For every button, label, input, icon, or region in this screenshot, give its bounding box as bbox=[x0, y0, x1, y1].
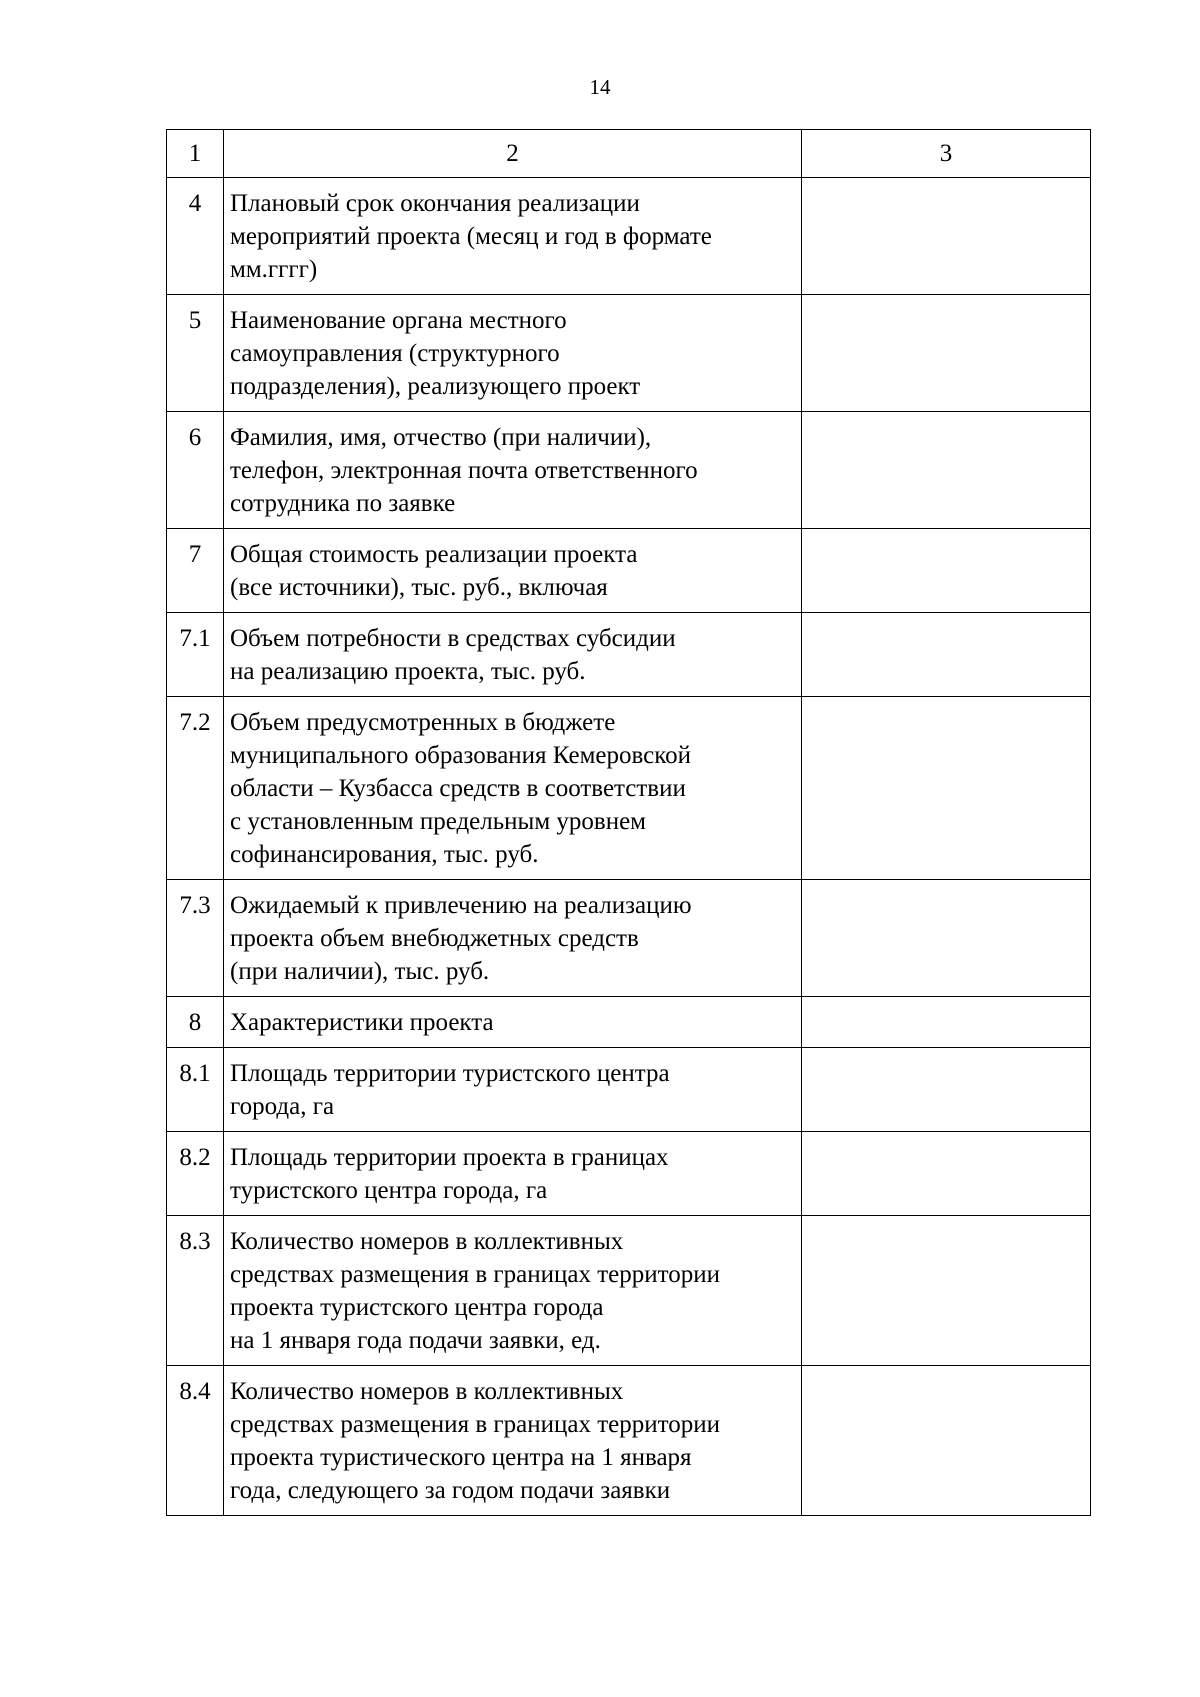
row-description-line: телефон, электронная почта ответственного bbox=[230, 457, 698, 484]
row-number: 7.2 bbox=[167, 697, 224, 880]
row-description bbox=[224, 613, 802, 697]
table-row bbox=[167, 997, 1091, 1048]
row-description-line: проекта туристического центра на 1 января bbox=[230, 1444, 692, 1471]
row-description-line: Фамилия, имя, отчество (при наличии), bbox=[230, 424, 652, 451]
row-description bbox=[224, 412, 802, 529]
row-number: 8.2 bbox=[167, 1132, 224, 1216]
row-description bbox=[224, 529, 802, 613]
row-description-line: Ожидаемый к привлечению на реализацию bbox=[230, 892, 692, 919]
table-header-row bbox=[167, 130, 1091, 178]
row-number: 5 bbox=[167, 295, 224, 412]
row-description-line: мм.гггг) bbox=[230, 256, 318, 283]
row-description-line: туристского центра города, га bbox=[230, 1177, 548, 1204]
row-description-line: на 1 января года подачи заявки, ед. bbox=[230, 1327, 601, 1354]
row-value-cell[interactable] bbox=[802, 880, 1091, 997]
row-description-line: мероприятий проекта (месяц и год в формате bbox=[230, 223, 712, 250]
row-value-cell[interactable] bbox=[802, 412, 1091, 529]
table-row bbox=[167, 613, 1091, 697]
row-value-cell[interactable] bbox=[802, 1048, 1091, 1132]
row-description-line: Общая стоимость реализации проекта bbox=[230, 541, 638, 568]
row-value-cell[interactable] bbox=[802, 295, 1091, 412]
row-description-line: средствах размещения в границах территории bbox=[230, 1411, 720, 1438]
row-description-line: года, следующего за годом подачи заявки bbox=[230, 1477, 671, 1504]
row-description-line: Объем потребности в средствах субсидии bbox=[230, 625, 676, 652]
row-description-line: с установленным предельным уровнем bbox=[230, 808, 647, 835]
row-description-line: Площадь территории туристского центра bbox=[230, 1060, 670, 1087]
application-form-table bbox=[166, 129, 1091, 1516]
row-description bbox=[224, 1216, 802, 1366]
table-row bbox=[167, 1132, 1091, 1216]
row-number: 4 bbox=[167, 178, 224, 295]
table-row bbox=[167, 1366, 1091, 1516]
row-description-line: на реализацию проекта, тыс. руб. bbox=[230, 658, 586, 685]
row-description-line: муниципального образования Кемеровской bbox=[230, 742, 692, 769]
row-description-line: проекта туристского центра города bbox=[230, 1294, 604, 1321]
table-row bbox=[167, 880, 1091, 997]
column-header-description: 2 bbox=[224, 130, 802, 178]
row-number: 8 bbox=[167, 997, 224, 1048]
row-description-line: подразделения), реализующего проект bbox=[230, 373, 641, 400]
row-description-line: города, га bbox=[230, 1093, 335, 1120]
row-value-cell[interactable] bbox=[802, 697, 1091, 880]
row-description bbox=[224, 880, 802, 997]
row-number: 8.4 bbox=[167, 1366, 224, 1516]
row-description-line: Плановый срок окончания реализации bbox=[230, 190, 640, 217]
row-value-cell[interactable] bbox=[802, 1132, 1091, 1216]
row-description bbox=[224, 997, 802, 1048]
row-description bbox=[224, 697, 802, 880]
row-description-line: сотрудника по заявке bbox=[230, 490, 456, 517]
row-description bbox=[224, 295, 802, 412]
row-description-line: Площадь территории проекта в границах bbox=[230, 1144, 669, 1171]
page-number: 14 bbox=[589, 75, 611, 99]
row-description-line: (при наличии), тыс. руб. bbox=[230, 958, 490, 985]
row-description-line: Объем предусмотренных в бюджете bbox=[230, 709, 616, 736]
table-row bbox=[167, 1216, 1091, 1366]
row-description-line: Количество номеров в коллективных bbox=[230, 1378, 624, 1405]
row-value-cell[interactable] bbox=[802, 1366, 1091, 1516]
row-value-cell[interactable] bbox=[802, 529, 1091, 613]
row-number: 7 bbox=[167, 529, 224, 613]
row-description-line: области – Кузбасса средств в соответствии bbox=[230, 775, 686, 802]
row-description-line: Наименование органа местного bbox=[230, 307, 567, 334]
row-number: 8.3 bbox=[167, 1216, 224, 1366]
row-description-line: средствах размещения в границах территории bbox=[230, 1261, 720, 1288]
table-row bbox=[167, 1048, 1091, 1132]
column-header-number: 1 bbox=[167, 130, 224, 178]
row-description-line: Характеристики проекта bbox=[230, 1009, 494, 1036]
row-description bbox=[224, 178, 802, 295]
row-description-line: (все источники), тыс. руб., включая bbox=[230, 574, 608, 601]
row-description-line: самоуправления (структурного bbox=[230, 340, 560, 367]
table-row bbox=[167, 529, 1091, 613]
table-row bbox=[167, 697, 1091, 880]
row-number: 6 bbox=[167, 412, 224, 529]
row-description-line: Количество номеров в коллективных bbox=[230, 1228, 624, 1255]
row-number: 8.1 bbox=[167, 1048, 224, 1132]
row-value-cell[interactable] bbox=[802, 613, 1091, 697]
row-description bbox=[224, 1048, 802, 1132]
row-number: 7.1 bbox=[167, 613, 224, 697]
row-description-line: проекта объем внебюджетных средств bbox=[230, 925, 639, 952]
row-number: 7.3 bbox=[167, 880, 224, 997]
column-header-value: 3 bbox=[802, 130, 1091, 178]
row-value-cell[interactable] bbox=[802, 1216, 1091, 1366]
row-value-cell[interactable] bbox=[802, 178, 1091, 295]
table-row bbox=[167, 178, 1091, 295]
row-value-cell[interactable] bbox=[802, 997, 1091, 1048]
table-row bbox=[167, 412, 1091, 529]
table-row bbox=[167, 295, 1091, 412]
row-description bbox=[224, 1366, 802, 1516]
row-description bbox=[224, 1132, 802, 1216]
row-description-line: софинансирования, тыс. руб. bbox=[230, 841, 539, 868]
